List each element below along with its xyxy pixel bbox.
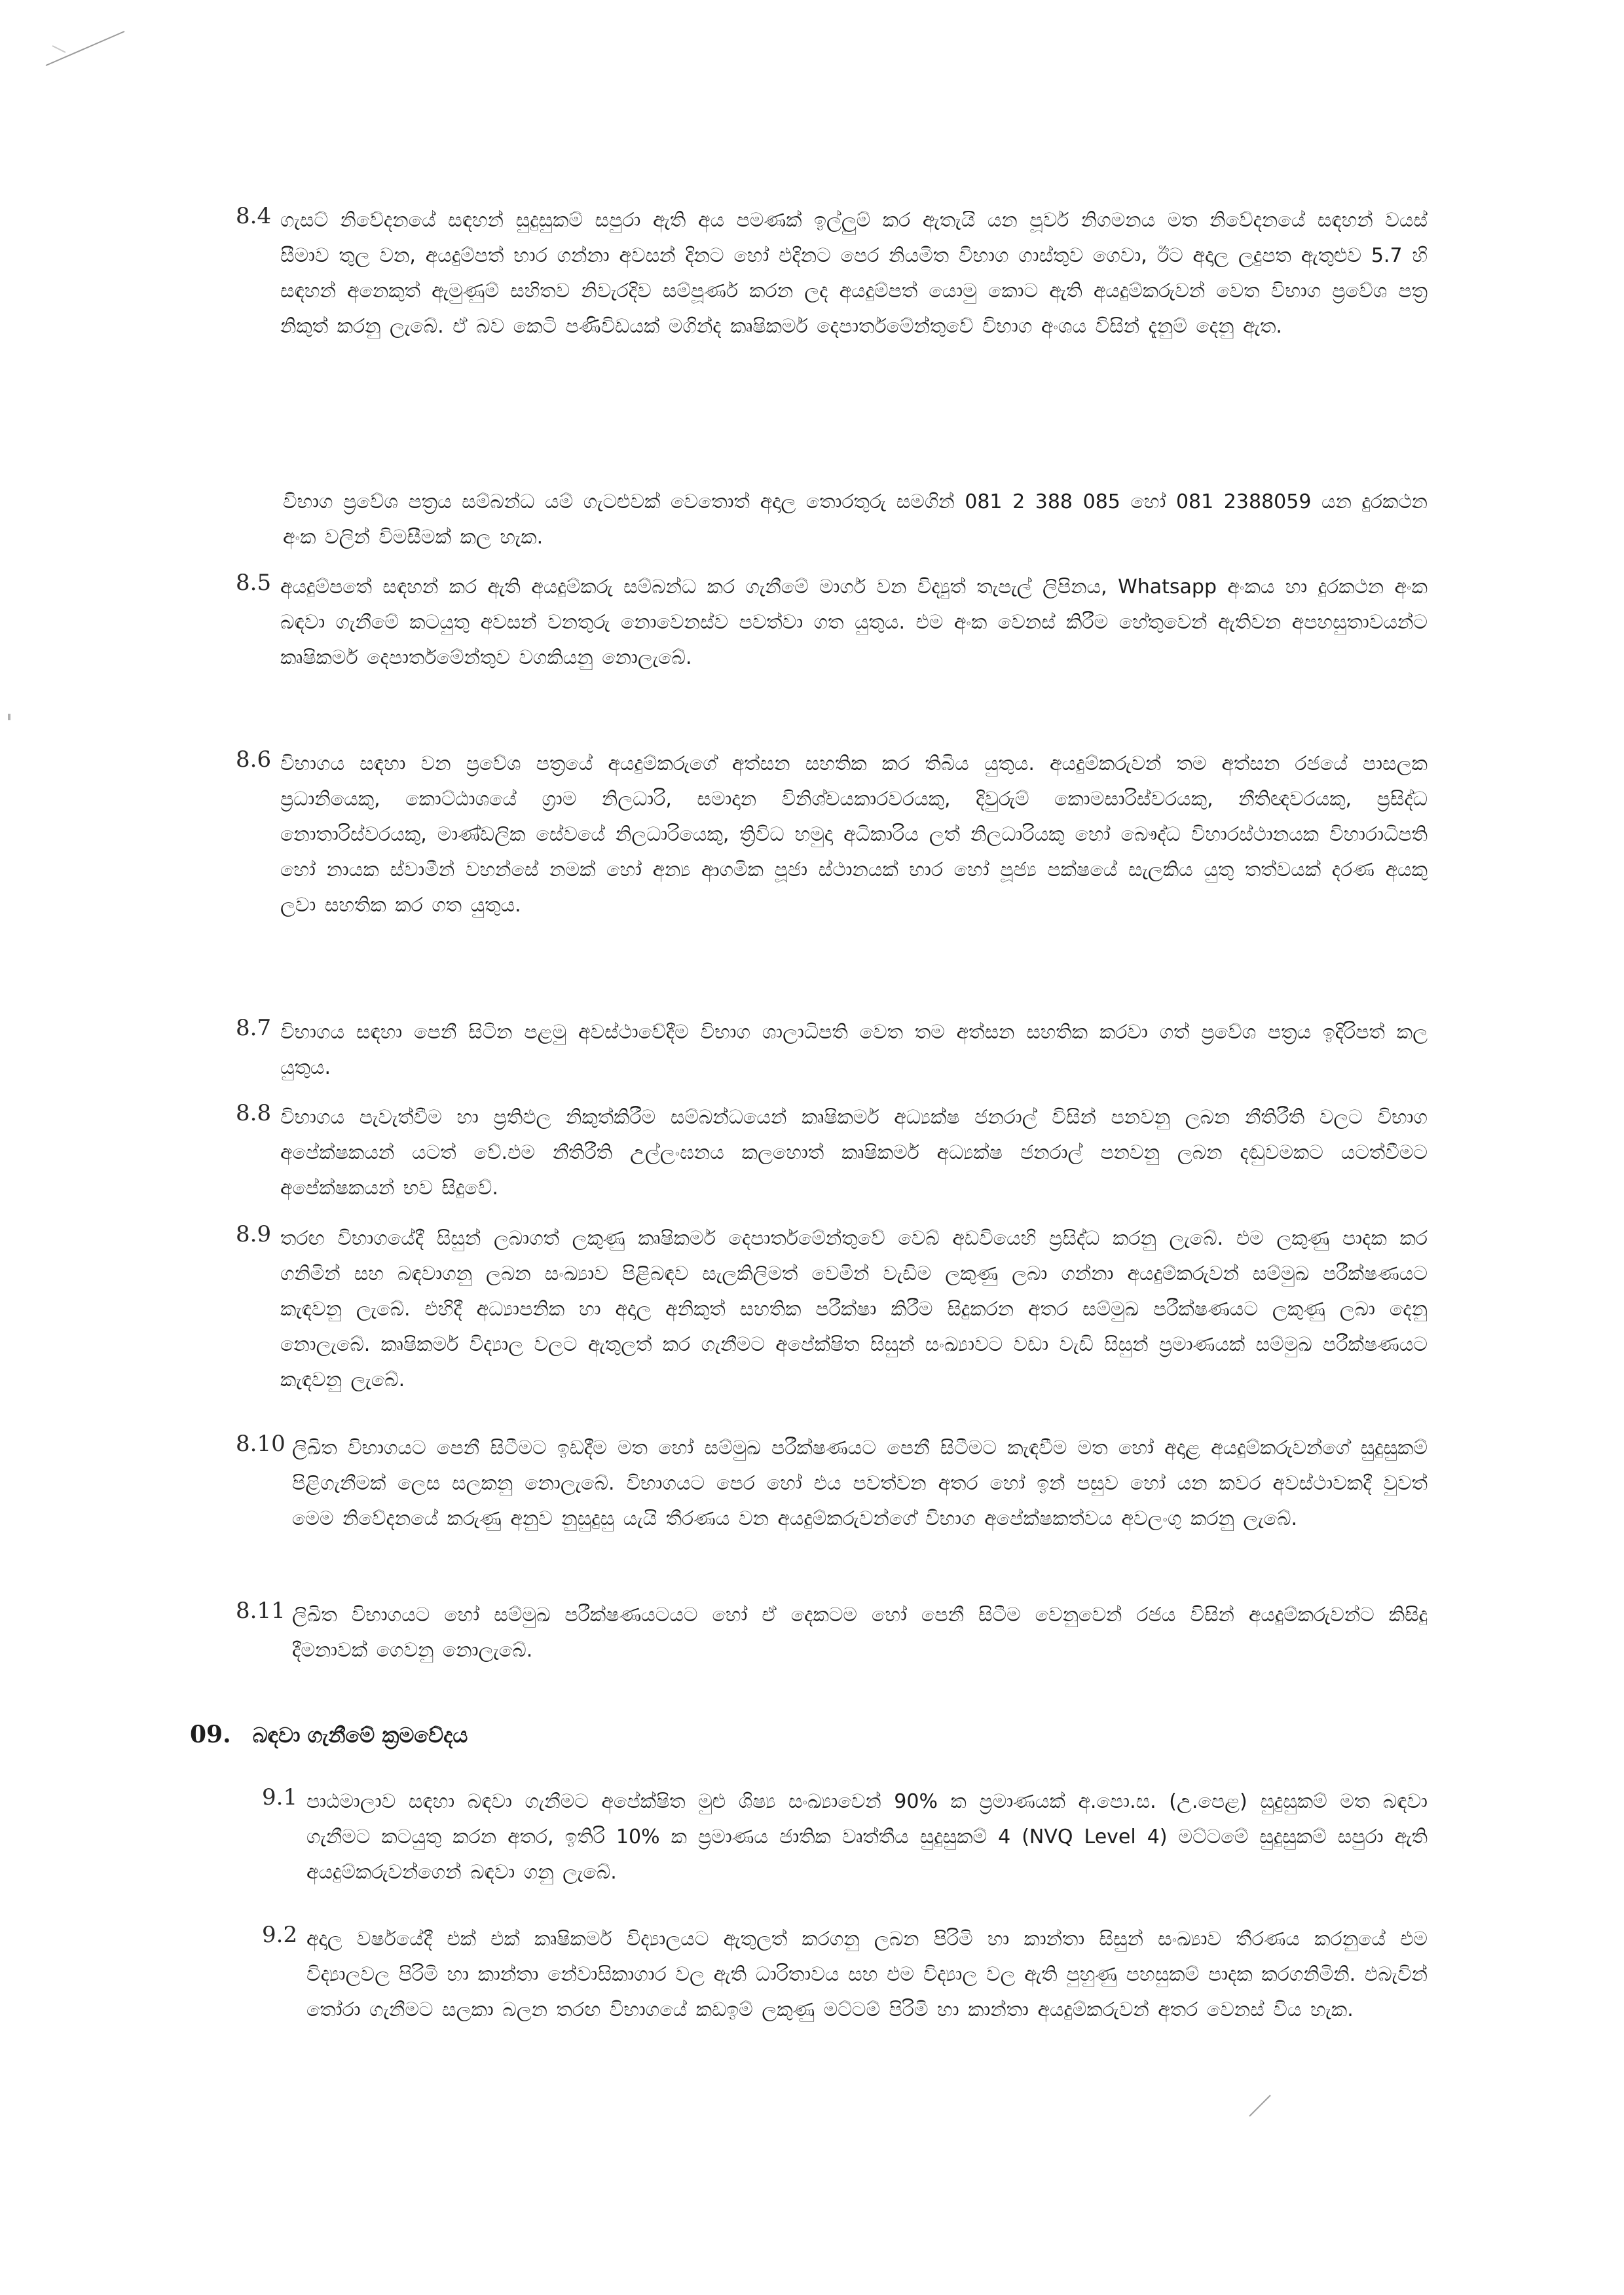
section-number: 8.8 <box>236 1100 272 1126</box>
section-number: 8.6 <box>236 746 272 773</box>
section-number: 8.10 <box>236 1431 286 1457</box>
scan-artifact-dot <box>8 714 10 720</box>
section-text: පාඨමාලාව සඳහා බඳවා ගැනීමට අපේක්ෂිත මුළු ශිෂ්‍ය සංඛ්‍යාවෙන් 90% ක ප්‍රමාණයක් අ.පො.ස. (උ.පෙළ) සුදුසුකම් මත බඳවා ගැනීමට කටයුතු කරන අතර, ඉතිරි 10% ක ප්‍රමාණය ජාතික වෘත්තීය සුදුසුකම් 4 (NVQ Level 4) මට්ටමේ සුදුසුකම් සපුරා ඇති අයදුම්කරුවන්ගෙන් බඳවා ගනු ලැබේ. <box>306 1790 1428 1884</box>
section-number: 9.2 <box>262 1922 298 1948</box>
section-number: 8.4 <box>236 203 272 229</box>
section-8-5 <box>236 570 1428 676</box>
section-8-11 <box>236 1598 1428 1668</box>
section-heading-09 <box>190 1721 468 1748</box>
section-number: 8.11 <box>236 1598 286 1624</box>
section-text: ගැසට් නිවේදනයේ සඳහන් සුදුසුකම් සපුරා ඇති අය පමණක් ඉල්ලුම් කර ඇතැයි යන පූර්ව නිගමනය මත නිවේදනයේ සඳහන් වයස් සීමාව තුල වන, අයදුම්පත් භාර ගන්නා අවසන් දිනට හෝ එදිනට පෙර නියමිත විභාග ගාස්තුව ගෙවා, ඊට අදාල ලදුපත ඇතුළුව 5.7 හි සඳහන් අනෙකුත් ඇමුණුම් සහිතව නිවැරදිව සම්පූර්ණ කරන ලද අයදුම්පත් යොමු කොට ඇති අයදුම්කරුවන් වෙත විභාග ප්‍රවේශ පත්‍ර නිකුත් කරනු ලැබේ. ඒ බව කෙටි පණිවිඩයක් මගින්ද කෘෂිකර්ම දෙපාර්තමේන්තුවේ විභාග අංශය විසින් දැනුම් දෙනු ඇත. <box>280 209 1428 338</box>
section-number: 9.1 <box>262 1784 298 1810</box>
section-number: 8.7 <box>236 1015 272 1041</box>
scan-artifact-top-left <box>39 26 131 72</box>
section-number: 8.5 <box>236 570 272 596</box>
section-8-8 <box>236 1100 1428 1206</box>
section-text: විභාගය සඳහා වන ප්‍රවේශ පත්‍රයේ අයදුම්කරුගේ අත්සන සහතික කර තිබිය යුතුය. අයදුම්කරුවන් තම අත්සන රජයේ පාසලක ප්‍රධානියෙකු, කොට්ඨාශයේ ග්‍රාම නිලධාරි, සමාදාන විනිශ්චයකාරවරයකු, දිවුරුම් කොමසාරිස්වරයකු, නීතිඥවරයකු, ප්‍රසිද්ධ නොතාරිස්වරයකු, මාණ්ඩලික සේවයේ නිලධාරියෙකු, ත්‍රිවිධ හමුදා අධිකාරිය ලත් නිලධාරියකු හෝ බෞද්ධ විහාරස්ථානයක විහාරාධිපති හෝ නායක ස්වාමීන් වහන්සේ නමක් හෝ අන්‍ය ආගමික පූජා ස්ථානයක් භාර හෝ පූජ්‍ය පක්ෂයේ සැලකිය යුතු තත්වයක් දරණ අයකු ලවා සහතික කර ගත යුතුය. <box>280 752 1428 917</box>
section-8-9 <box>236 1221 1428 1398</box>
scan-artifact-bottom-right <box>1244 2089 1283 2121</box>
section-text: ලිඛිත විභාගයට හෝ සම්මුඛ පරීක්ෂණයටයට හෝ ඒ දෙකටම හෝ පෙනී සිටීම වෙනුවෙන් රජය විසින් අයදුම්කරුවන්ට කිසිදු දීමනාවක් ගෙවනු නොලැබේ. <box>292 1604 1428 1662</box>
section-8-6 <box>236 746 1428 923</box>
section-text: තරඟ විභාගයේදී සිසුන් ලබාගත් ලකුණු කෘෂිකර්ම දෙපාර්තමේන්තුවේ වෙබ් අඩවියෙහි ප්‍රසිද්ධ කරනු ලැබේ. එම ලකුණු පාදක කර ගනිමින් සහ බඳවාගනු ලබන සංඛ්‍යාව පිළිබඳව සැලකිලිමත් වෙමින් වැඩිම ලකුණු ලබා ගන්නා අයදුම්කරුවන් සම්මුඛ පරීක්ෂණයට කැඳවනු ලැබේ. එහිදී අධ්‍යාපනික හා අදාල අනිකුත් සහතික පරීක්ෂා කිරීම සිදුකරන අතර සම්මුඛ පරීක්ෂණයට ලකුණු ලබා දෙනු නොලැබේ. කෘෂිකර්ම විද්‍යාල වලට ඇතුලත් කර ගැනීමට අපේක්ෂිත සිසුන් සංඛ්‍යාවට වඩා වැඩි සිසුන් ප්‍රමාණයක් සම්මුඛ පරීක්ෂණයට කැඳවනු ලැබේ. <box>280 1227 1428 1391</box>
section-text: විභාගය සඳහා පෙනී සිටින පළමු අවස්ථාවේදීම විභාග ශාලාධිපති වෙත තම අත්සන සහතික කරවා ගත් ප්‍රවේශ පත්‍රය ඉදිරිපත් කල යුතුය. <box>280 1021 1428 1079</box>
section-8-7 <box>236 1015 1428 1086</box>
section-9-1 <box>262 1784 1428 1890</box>
section-text: විභාගය පැවැත්වීම හා ප්‍රතිඵල නිකුත්කිරීම සම්බන්ධයෙන් කෘෂිකර්ම අධ්‍යක්ෂ ජනරාල් විසින් පනවනු ලබන නීතිරීති වලට විභාග අපේක්ෂකයන් යටත් වේ.එම නීතිරීති උල්ලංඝනය කලහොත් කෘෂිකර්ම අධ්‍යක්ෂ ජනරාල් පනවනු ලබන දඬුවමකට යටත්වීමට අපේක්ෂකයන් භව සිදුවේ. <box>280 1106 1428 1200</box>
section-number: 8.9 <box>236 1221 272 1247</box>
section-text: අදාල වර්ෂයේදී එක් එක් කෘෂිකර්ම විද්‍යාලයට ඇතුලත් කරගනු ලබන පිරිමි හා කාන්තා සිසුන් සංඛ්‍යාව තීරණය කරනුයේ එම විද්‍යාලවල පිරිමි හා කාන්තා නේවාසිකාගාර වල ඇති ධාරිතාවය සහ එම විද්‍යාල වල ඇති පුහුණු පහසුකම් පාදක කරගනිමිනි. එබැවින් තෝරා ගැනීමට සලකා බලන තරඟ විභාගයේ කඩඉම් ලකුණු මට්ටම් පිරිමි හා කාන්තා අයදුම්කරුවන් අතර වෙනස් විය හැක. <box>306 1928 1428 2021</box>
heading-title: බඳවා ගැනීමේ ක්‍රමවේදය <box>252 1723 468 1748</box>
section-text: ලිඛිත විභාගයට පෙනී සිටීමට ඉඩදීම මත හෝ සම්මුඛ පරීක්ෂණයට පෙනී සිටීමට කැඳවීම මත හෝ අදාළ අයදුම්කරුවන්ගේ සුදුසුකම් පිළිගැනීමක් ලෙස සලකනු නොලැබේ. විභාගයට පෙර හෝ එය පවත්වන අතර හෝ ඉන් පසුව හෝ යන කවර අවස්ථාවකදී වුවත් මෙම නිවේදනයේ කරුණු අනුව නුසුදුසු යැයි තීරණය වන අයදුම්කරුවන්ගේ විභාග අපේක්ෂකත්වය අවලංගු කරනු ලැබේ. <box>292 1437 1428 1530</box>
section-text: අයදුම්පතේ සඳහන් කර ඇති අයදුම්කරු සම්බන්ධ කර ගැනීමේ මාර්ග වන විද්‍යුත් තැපැල් ලිපිනය, Whatsapp අංකය හා දුරකථන අංක බඳවා ගැනීමේ කටයුතු අවසන් වනතුරු නොවෙනස්ව පවත්වා ගත යුතුය. එම අංක වෙනස් කිරීම හේතුවෙන් ඇතිවන අපහසුතාවයන්ට කෘෂිකර්ම දෙපාර්තමේන්තුව වගකියනු නොලැබේ. <box>280 576 1428 669</box>
section-9-2 <box>262 1922 1428 2028</box>
section-8-10 <box>236 1431 1428 1537</box>
section-8-4-note: විභාග ප්‍රවේශ පත්‍රය සම්බන්ධ යම් ගැටළුවක් වෙතොත් අදාල තොරතුරු සමගින් 081 2 388 085 හෝ 081 2388059 යන දුරකථන අංක වලින් විමසීමක් කල හැක. <box>283 490 1428 549</box>
heading-number: 09. <box>190 1721 231 1748</box>
section-8-4 <box>236 203 1428 344</box>
